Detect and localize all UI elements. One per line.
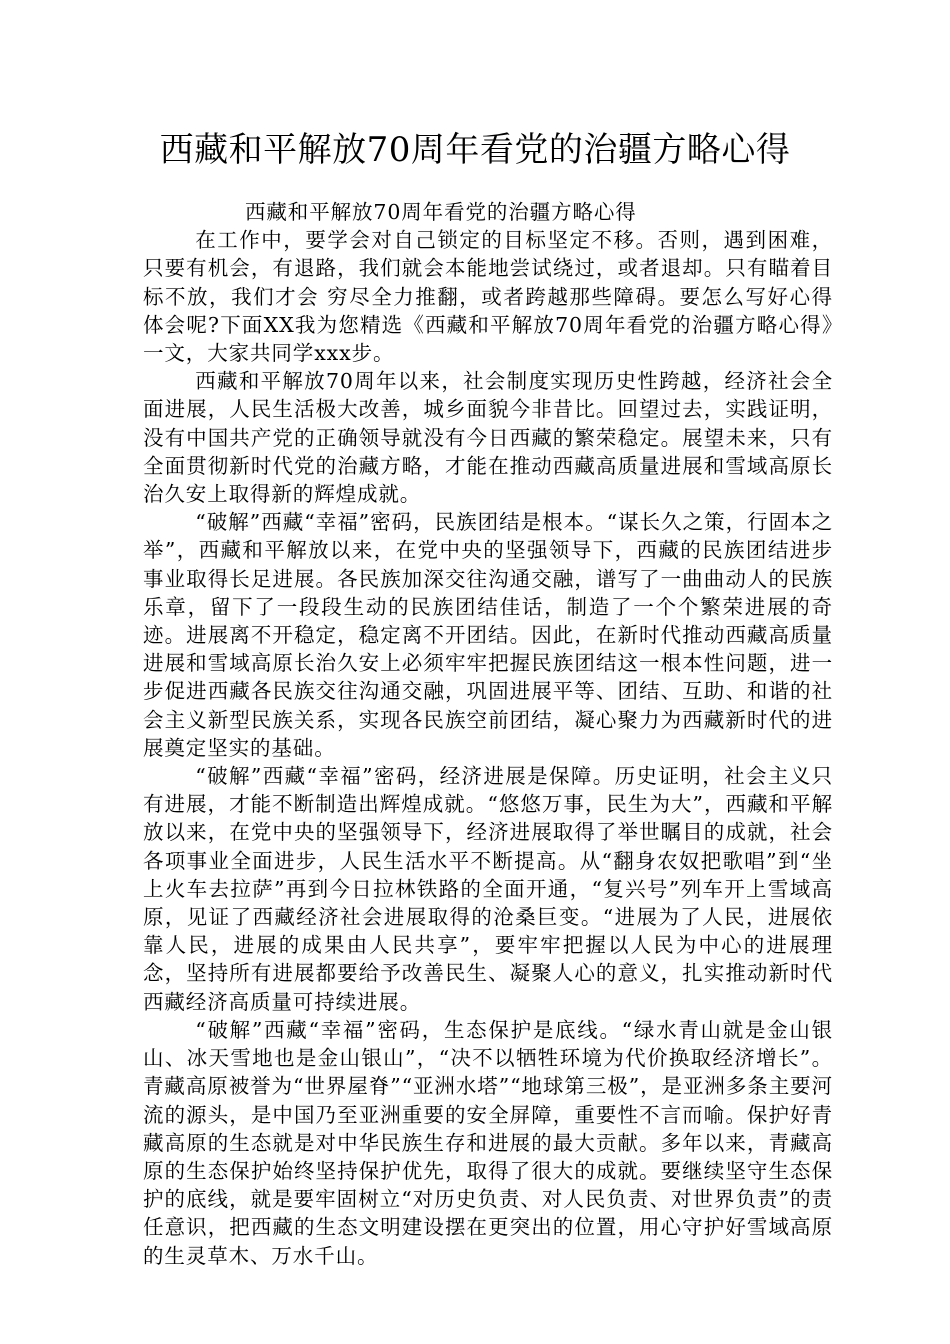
document-body <box>143 198 833 1270</box>
document-title: 西藏和平解放70周年看党的治疆方略心得 <box>159 130 791 170</box>
paragraph-ecological-protection: “破解”西藏“幸福”密码，生态保护是底线。“绿水青山就是金山银山、冰天雪地也是金山银山”，“决不以牺牲环境为代价换取经济增长”。青藏高原被誉为“世界屋脊”“亚洲水塔”“地球第三极”，是亚洲多条主要河流的源头，是中国乃至亚洲重要的安全屏障，重要性不言而喻。保护好青藏高原的生态就是对中华民族生存和进展的最大贡献。多年以来，青藏高原的生态保护始终坚持保护优先，取得了很大的成就。要继续坚守生态保护的底线，就是要牢固树立“对历史负责、对人民负责、对世界负责”的责任意识，把西藏的生态文明建设摆在更突出的位置，用心守护好雪域高原的生灵草木、万水千山。 <box>143 1017 833 1268</box>
paragraph-intro: 在工作中，要学会对自己锁定的目标坚定不移。否则，遇到困难，只要有机会，有退路，我们就会本能地尝试绕过，或者退却。只有瞄着目标不放，我们才会 穷尽全力推翻，或者跨越那些障碍。要怎么写好心得体会呢?下面XX我为您精选《西藏和平解放70周年看党的治疆方略心得》一文，大家共同学xxx步。 <box>143 228 833 366</box>
paragraph-ethnic-unity: “破解”西藏“幸福”密码，民族团结是根本。“谋长久之策，行固本之举”，西藏和平解放以来，在党中央的坚强领导下，西藏的民族团结进步事业取得长足进展。各民族加深交往沟通交融，谱写了一曲曲动人的民族乐章，留下了一段段生动的民族团结佳话，制造了一个个繁荣进展的奇迹。进展离不开稳定，稳定离不开团结。因此，在新时代推动西藏高质量进展和雪域高原长治久安上必须牢牢把握民族团结这一根本性问题，进一步促进西藏各民族交往沟通交融，巩固进展平等、团结、互助、和谐的社会主义新型民族关系，实现各民族空前团结，凝心聚力为西藏新时代的进展奠定坚实的基础。 <box>143 510 833 760</box>
paragraph-economic-development: “破解”西藏“幸福”密码，经济进展是保障。历史证明，社会主义只有进展，才能不断制造出辉煌成就。“悠悠万事，民生为大”，西藏和平解放以来，在党中央的坚强领导下，经济进展取得了举世瞩目的成就，社会各项事业全面进步，人民生活水平不断提高。从“翻身农奴把歌唱”到“坐上火车去拉萨”再到今日拉林铁路的全面开通，“复兴号”列车开上雪域高原，见证了西藏经济社会进展取得的沧桑巨变。“进展为了人民，进展依靠人民，进展的成果由人民共享”，要牢牢把握以人民为中心的进展理念，坚持所有进展都要给予改善民生、凝聚人心的意义，扎实推动新时代西藏经济高质量可持续进展。 <box>143 764 833 1014</box>
document-subtitle: 西藏和平解放70周年看党的治疆方略心得 <box>245 200 637 224</box>
paragraph-overview: 西藏和平解放70周年以来，社会制度实现历史性跨越，经济社会全面进展，人民生活极大改善，城乡面貌今非昔比。回望过去，实践证明，没有中国共产党的正确领导就没有今日西藏的繁荣稳定。展望未来，只有全面贯彻新时代党的治藏方略，才能在推动西藏高质量进展和雪域高原长治久安上取得新的辉煌成就。 <box>143 369 833 507</box>
